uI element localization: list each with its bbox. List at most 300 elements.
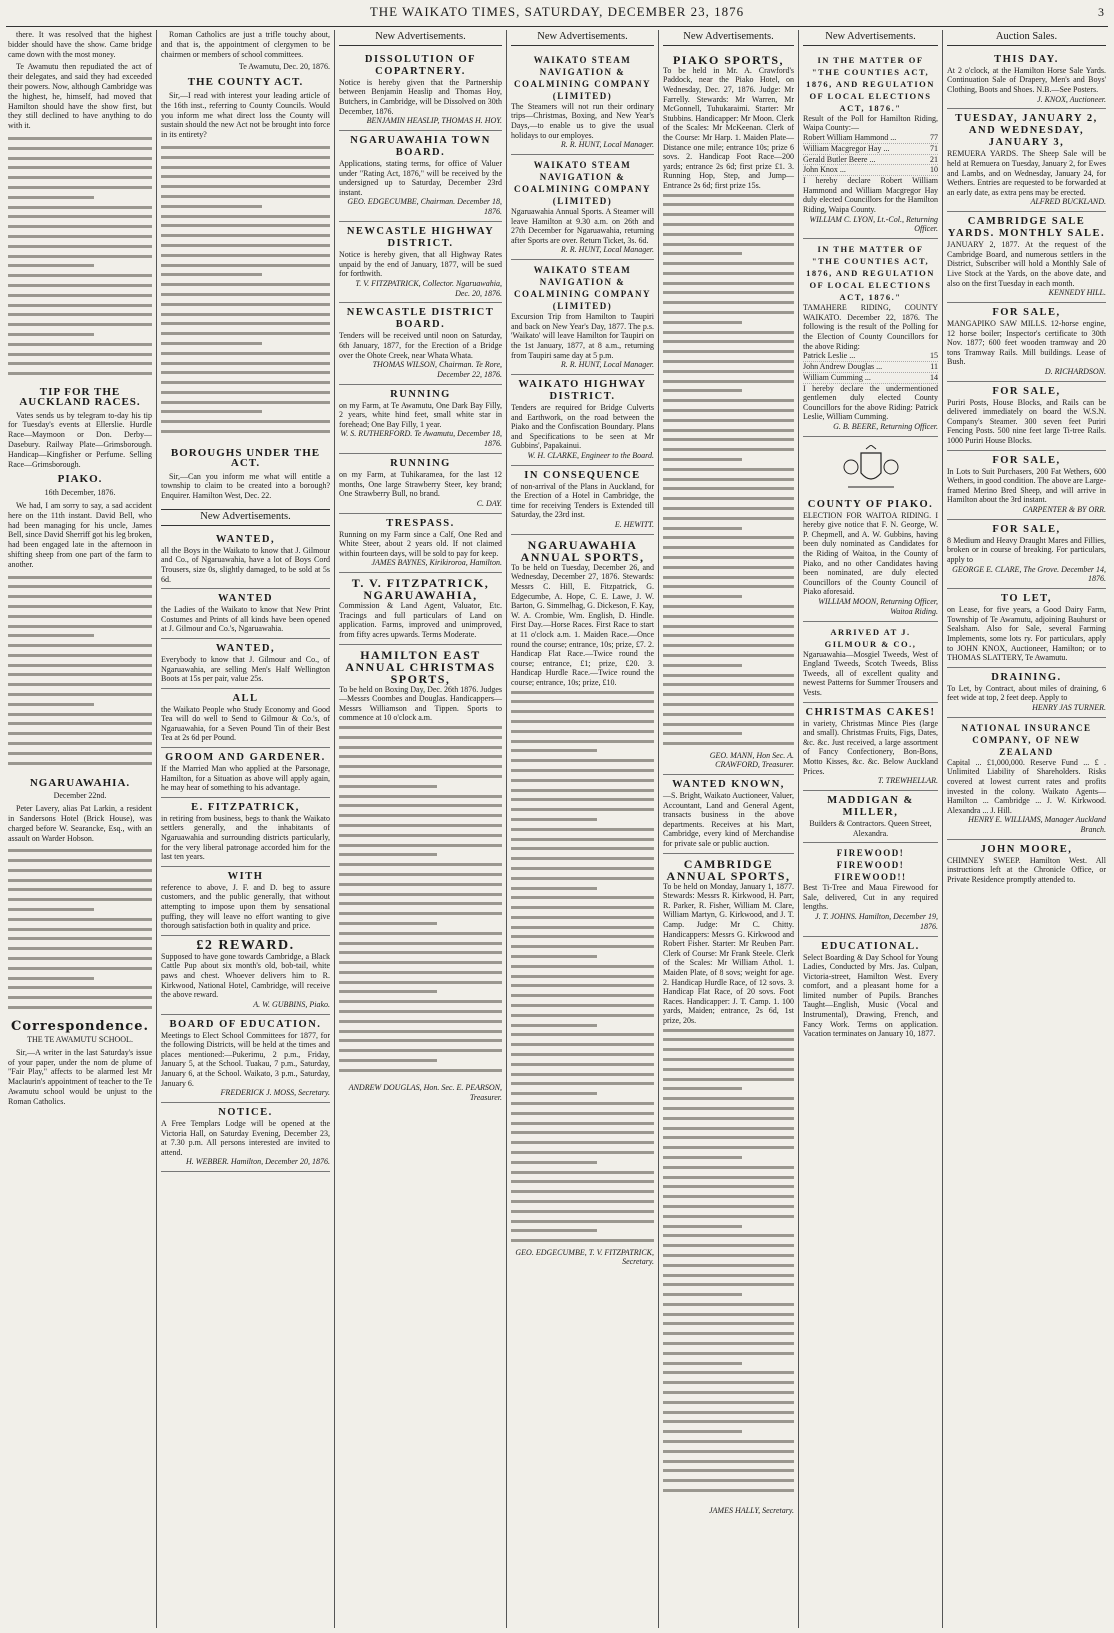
text-line: [663, 680, 794, 690]
text-line: [663, 1045, 794, 1055]
advert-title: WANTED,: [215, 533, 276, 545]
advert-body: 8 Medium and Heavy Draught Mares and Fillies, broken or in course of breaking. For particulars, apply to: [947, 535, 1106, 564]
text-line: [663, 1447, 794, 1457]
text-line: [663, 455, 742, 465]
correspondence-body: Sir,—A writer in the last Saturday's issue of your paper, under the nom de plume of "Fair Play," affects to be alarmed lest Mr Maclaurin's appointment of teacher to the Te Awamutu school would be unjust to the Roman Catholics.: [8, 1047, 152, 1106]
section-heading: BOROUGHS UNDER THE ACT.: [170, 446, 321, 469]
advert-title: TO LET,: [1001, 593, 1052, 605]
advert: [339, 385, 502, 454]
filler-text: [8, 846, 152, 1016]
advert-title: TUESDAY, JANUARY 2, AND WEDNESDAY, JANUARY 3,: [955, 113, 1098, 149]
advert-title: COUNTY OF PIAKO.: [807, 498, 934, 510]
advert-body: the Ladies of the Waikato to know that New Print Costumes and Prints of all kinds have been opened at J. Gilmour and Co.'s, Ngaruawahia.: [161, 605, 330, 634]
advert-signature: WILLIAM C. LYON, Lt.-Col., Returning Officer.: [809, 214, 938, 234]
text-line: [8, 203, 152, 213]
text-line: [511, 756, 654, 766]
text-line: [161, 143, 330, 153]
text-line: [161, 172, 330, 182]
lead-paragraph: there. It was resolved that the highest bidder should have the show. Came bridge came down with the most money.: [8, 30, 152, 59]
text-line: [511, 1021, 597, 1031]
text-line: [663, 1280, 794, 1290]
advert-body: —S. Bright, Waikato Auctioneer, Valuer, Accountant, Land and General Agent, transacts business in the above departments. Receives at his Mart, Cambridge, every kind of Merchandise for private sale or public auction.: [663, 791, 794, 849]
text-line: [511, 1207, 654, 1217]
text-line: [8, 680, 152, 690]
candidate-name: John Andrew Douglas ...: [803, 361, 883, 371]
text-line: [8, 369, 152, 379]
text-line: [663, 416, 794, 426]
text-line: [8, 993, 152, 1003]
text-line: [663, 504, 794, 514]
advert-title: THIS DAY.: [994, 53, 1059, 65]
text-line: [339, 821, 502, 831]
advert-body: Supposed to have gone towards Cambridge, a Black Cattle Pup about six month's old, bob-tail, white paws and chest. Whoever delivers him to R. Kirkwood, National Hotel, Cambridge, will receive the above reward.: [161, 951, 330, 1000]
text-line: [8, 573, 152, 583]
text-line: [663, 1182, 794, 1192]
text-line: [161, 427, 330, 437]
poll-row: [803, 155, 938, 166]
text-line: [511, 697, 654, 707]
advert: [803, 50, 938, 239]
advert: [947, 718, 1106, 840]
text-line: [339, 1007, 502, 1017]
text-line: [511, 1099, 654, 1109]
text-line: [511, 952, 597, 962]
text-line: [511, 795, 654, 805]
text-line: [663, 318, 742, 328]
text-line: [511, 1070, 654, 1080]
section-heading: THE COUNTY ACT.: [187, 76, 304, 89]
advert-body: Notice is hereby given that the Partnership between Benjamin Heaslip and Thomas Hoy, Butchers, in Cambridge, will be Dissolved on 30th December, 1876.: [339, 77, 502, 116]
advert-body: ELECTION FOR WAITOA RIDING. I hereby give notice that F. N. George, W. P. Chepmell, and A. W. Gubbins, having been duly nominated as Candidates for the Riding of Waitoa, in the County of Piako, and no other Candidates having been nominated, are duly elected Councillors of the County Council of Piako aforesaid.: [803, 510, 938, 597]
advert: [947, 520, 1106, 589]
text-line: [161, 192, 330, 202]
text-line: [339, 752, 502, 762]
advert-body: In Lots to Suit Purchasers, 200 Fat Wethers, 600 Wethers, in good condition. The above are Large-framed Merino Bred Sheep, and will arrive in Hamilton about the 3rd instant.: [947, 466, 1106, 505]
text-line: [663, 1310, 794, 1320]
text-line: [511, 864, 654, 874]
text-line: [8, 739, 152, 749]
text-line: [339, 939, 502, 949]
advert: [339, 303, 502, 384]
advert: [161, 639, 330, 689]
text-line: [8, 759, 152, 769]
text-line: [339, 850, 437, 860]
text-line: [339, 723, 502, 733]
tip-body: Vates sends us by telegram to-day his tip for Tuesday's events at Ellerslie. Hurdle Race—Maymoon or Don. Derby—Dasebury. Railway Plate—Grimsborough. Handicap—Kingfisher or Perfume. Selling Race—Grimsborough.: [8, 410, 152, 469]
text-line: [339, 948, 502, 958]
advert: [947, 109, 1106, 212]
text-line: [8, 612, 152, 622]
advert: [161, 589, 330, 639]
text-line: [663, 1026, 794, 1036]
text-line: [339, 1036, 502, 1046]
advert: [161, 748, 330, 798]
advert: [161, 1103, 330, 1172]
poll-row: [803, 373, 938, 384]
advert-signature: G. B. BEERE, Returning Officer.: [833, 421, 938, 431]
text-line: [663, 1300, 794, 1310]
advert: [511, 155, 654, 260]
advert-body: of non-arrival of the Plans in Auckland, for the Erection of a Hotel in Cambridge, the time for receiving Tenders is Extended till Saturday, the 23rd inst.: [511, 481, 654, 520]
text-line: [8, 964, 152, 974]
advert: [947, 668, 1106, 718]
advert: [947, 212, 1106, 303]
advert: [803, 791, 938, 843]
text-line: [161, 261, 330, 271]
dateline: December 22nd.: [53, 791, 107, 801]
filler-text: [511, 688, 654, 1248]
text-line: [339, 978, 502, 988]
advert: [161, 867, 330, 936]
candidate-votes: 21: [930, 154, 938, 164]
text-line: [663, 220, 794, 230]
advert-title: CAMBRIDGE SALE YARDS. MONTHLY SALE.: [947, 216, 1106, 240]
text-line: [663, 710, 794, 720]
text-line: [511, 727, 654, 737]
text-line: [663, 1143, 794, 1153]
text-line: [663, 475, 794, 485]
column-3: [334, 30, 506, 1628]
text-line: [511, 1040, 654, 1050]
text-line: [511, 737, 654, 747]
advert-title: CAMBRIDGE ANNUAL SPORTS,: [666, 856, 791, 883]
text-line: [663, 269, 794, 279]
text-line: [8, 281, 152, 291]
text-line: [511, 1060, 654, 1070]
text-line: [511, 825, 654, 835]
text-line: [8, 670, 152, 680]
advert-body: Best Ti-Tree and Maua Firewood for Sale, delivered, Cut in any required lengths.: [803, 883, 938, 912]
advert-title: WANTED KNOWN,: [672, 779, 785, 791]
advert-title: DRAINING.: [991, 671, 1062, 683]
text-line: [8, 719, 152, 729]
text-line: [511, 913, 654, 923]
advert-title: RUNNING: [390, 458, 451, 470]
text-line: [511, 1177, 654, 1187]
text-line: [663, 1163, 794, 1173]
text-line: [663, 1241, 794, 1251]
text-line: [339, 743, 502, 753]
text-line: [8, 622, 152, 632]
advert-body: in variety, Christmas Mince Pies (large and small). Christmas Fruits, Figs, Dates, &c. &c. Just received, a large assortment of Fancy Confectionery, Bon-Bons, Motto Kisses, &c. &c. Below Auckland Prices.: [803, 718, 938, 776]
text-line: [161, 368, 330, 378]
column-heading: New Advertisements.: [803, 30, 938, 46]
text-line: [339, 899, 502, 909]
column-heading: New Advertisements.: [511, 30, 654, 46]
filler-text: [161, 143, 330, 443]
candidate-votes: 77: [930, 132, 938, 142]
advert: [663, 50, 794, 775]
advert-signature: T. TREWHELLAR.: [877, 776, 938, 786]
text-line: [8, 291, 152, 301]
advert: [339, 222, 502, 303]
text-line: [8, 915, 152, 925]
text-line: [161, 280, 330, 290]
lead-paragraph: Roman Catholics are just a trifle touchy about, and that is, the appointment of clergymen to be chairmen or members of school committees.: [161, 30, 330, 59]
text-line: [161, 329, 330, 339]
text-line: [663, 1094, 794, 1104]
text-line: [663, 1476, 794, 1486]
advert-title: WAIKATO HIGHWAY DISTRICT.: [518, 378, 647, 402]
advert-body: reference to above, J. F. and D. beg to assure customers, and the public generally, that without attempting to impose upon them by sensational puffing, they will leave no effort wanting to give thorough satisfaction both in quality and price.: [161, 882, 330, 931]
poll-results: [803, 133, 938, 176]
text-line: [663, 1124, 794, 1134]
advert-title: FOR SALE,: [992, 454, 1061, 466]
advert-body: To be held on Monday, January 1, 1877. Stewards: Messrs R. Kirkwood, H. Parr, R. Parker, R. Fisher, William M. Clare, William Martyn, G. Kirkwood, and J. T. Camp. Judge: Mr C. Chitty. Handicappers: Messrs G. Kirkwood and Robert Fisher. Starter: Mr Reuben Parr. Clerk of Course: Mr Frank Steele. Clerk of the Scales: Mr William Athol. 1. Maiden Plate, of 8 sovs; weight for age. 2. Handicap Hurdle Race, of 12 sovs. 3. Handicap Flat Race, of 20 sovs. Foot Races. Handicapper: J. T. Camp. 1. 100 yards, Maiden; entrance, 2s 6d, 1st prize, 20s.: [663, 881, 794, 1025]
signature: Te Awamutu, Dec. 20, 1876.: [238, 62, 330, 72]
text-line: [663, 1427, 742, 1437]
text-line: [511, 1236, 654, 1246]
text-line: [161, 212, 330, 222]
candidate-name: Robert William Hammond ...: [803, 132, 897, 142]
text-line: [663, 1251, 794, 1261]
advert-title: FOR SALE,: [992, 385, 1061, 397]
advert: [161, 936, 330, 1015]
text-line: [663, 1271, 794, 1281]
advert-body: Select Boarding & Day School for Young Ladies, Conducted by Mrs. Jas. Culpan, Victoria-street, Hamilton West. Every comfort, and a pleasant home for a limited number of Pupils. Branches Taught—English, Music (Vocal and Instrumental), Drawing, French, and Fancy Work. Terms on application. Vacation terminates on January 10, 1877.: [803, 952, 938, 1039]
page-number: 3: [1098, 5, 1104, 19]
advert-signature: WILLIAM MOON, Returning Officer, Waitoa Riding.: [818, 597, 938, 616]
text-line: [663, 298, 794, 308]
dateline: 16th December, 1876.: [44, 488, 116, 498]
text-line: [663, 690, 794, 700]
text-line: [663, 720, 794, 730]
advert-body: A Free Templars Lodge will be opened at the Victoria Hall, on Saturday Evening, December 23, at 7.30 p.m. All persons interested are invited to attend.: [161, 1118, 330, 1157]
boroughs-letter: Sir,—Can you inform me what will entitle a township to claim to be created into a borough? Enquirer. Hamilton West, Dec. 22.: [161, 471, 330, 501]
candidate-votes: 15: [930, 351, 938, 361]
advert: [663, 775, 794, 854]
text-line: [511, 1138, 654, 1148]
text-line: [663, 465, 794, 475]
text-line: [663, 1466, 794, 1476]
text-line: [511, 1050, 654, 1060]
text-line: [663, 582, 794, 592]
text-line: [8, 846, 152, 856]
advert-body: Meetings to Elect School Committees for 1877, for the following Districts, will be held at the times and places mentioned:—Pukerimu, 2 p.m., Friday, January 5, at the School. Tuakau, 7 p.m., Saturday, January 6, at the School. Waikato, 3 p.m., Saturday, January 6.: [161, 1030, 330, 1088]
advert: [511, 50, 654, 155]
text-line: [339, 733, 502, 743]
text-line: [339, 987, 437, 997]
poll-results: [803, 351, 938, 383]
text-line: [339, 1056, 437, 1066]
text-line: [663, 386, 742, 396]
advert-body: REMUERA YARDS. The Sheep Sale will be held at Remuera on Tuesday, January 2, for Ewes and Lambs, and on Wednesday, January 24, for Wethers. Entries are requested to be forwarded at an early date, as extra pens may be erected.: [947, 149, 1106, 197]
text-line: [663, 612, 794, 622]
text-line: [663, 1437, 794, 1447]
advert: [947, 589, 1106, 668]
text-line: [8, 242, 152, 252]
lead-paragraph: Te Awamutu then repudiated the act of their delegates, and said they had exceeded their powers. Now, although Cambridge was the highest, he, himself, had moved that Hamilton should have the show first, but they still declined to have anything to do with it.: [8, 62, 152, 131]
text-line: [8, 173, 152, 183]
text-line: [663, 1173, 794, 1183]
text-line: [161, 231, 330, 241]
text-line: [663, 210, 794, 220]
advert-body: JANUARY 2, 1877. At the request of the Cambridge Board, and numerous settlers in the District, Subscriber will hold a Monthly Sale of Live Stock at the Yards, on the above date, and also on the first Tuesday in each month.: [947, 240, 1106, 288]
text-line: [161, 290, 330, 300]
advert-title: NGARUAWAHIA TOWN BOARD.: [350, 134, 491, 158]
text-line: [339, 860, 502, 870]
text-line: [663, 671, 794, 681]
text-line: [663, 700, 794, 710]
advert: [161, 689, 330, 748]
text-line: [663, 435, 794, 445]
advert-title: IN THE MATTER OF "THE COUNTIES ACT, 1876, AND REGULATION OF LOCAL ELECTIONS ACT, 1876.": [806, 54, 935, 113]
text-line: [663, 1349, 794, 1359]
advert-body: To be held in Mr. A. Crawford's Paddock, near the Piako Hotel, on Wednesday, Dec. 27, 1876. Judge: Mr Farrelly. Stewards: Mr Warren, Mr McGonnell, Tuhukaraimi. Starter: Mr Stubbins. Handicapper: Mr Moon. Clerk of the Scales: Mr McKeenan. Clerk of the Course: Mr Harp. 1. Maiden Plate—Distance one mile; entrance 10s; prize 6 sovs. 2. Handicap Foot Race—200 yards; entrance 2s 6d; first prize £1. 3. Running Hop, Step, and Jump—Entrance 2s 6d; first prize 15s.: [663, 65, 794, 190]
text-line: [663, 367, 794, 377]
advert-title: IN CONSEQUENCE: [524, 469, 641, 481]
poll-row: [803, 362, 938, 373]
column-heading: New Advertisements.: [663, 30, 794, 46]
text-line: [161, 310, 330, 320]
text-line: [663, 347, 794, 357]
advert-signature: THOMAS WILSON, Chairman. Te Rore, December 22, 1876.: [372, 360, 502, 379]
column-heading: New Advertisements.: [339, 30, 502, 46]
advert-title: WAIKATO STEAM NAVIGATION & COALMINING COMPANY (LIMITED): [513, 265, 652, 312]
advert-title: ALL: [232, 692, 259, 704]
text-line: [8, 974, 94, 984]
advert-signature: J. T. JOHNS. Hamilton, December 19, 1876.: [815, 911, 938, 931]
advert-title: RUNNING: [390, 388, 451, 400]
text-line: [8, 350, 152, 360]
text-line: [663, 1398, 794, 1408]
text-line: [339, 968, 502, 978]
advert: [161, 1015, 330, 1103]
text-line: [511, 1197, 654, 1207]
text-line: [161, 359, 330, 369]
text-line: [161, 182, 330, 192]
text-line: [663, 514, 794, 524]
advert-body: Running on my Farm since a Calf, One Red and White Steer, about 2 years old. If not claimed within fourteen days, will be sold to pay for keep.: [339, 529, 502, 558]
advert-title: WITH: [227, 870, 264, 882]
text-line: [161, 251, 330, 261]
advert: [803, 622, 938, 703]
text-line: [663, 1075, 794, 1085]
text-line: [8, 261, 94, 271]
text-line: [511, 1109, 654, 1119]
text-line: [511, 1187, 654, 1197]
advert: [663, 854, 794, 1520]
top-rule: [6, 26, 1108, 27]
advert-title: ARRIVED AT J. GILMOUR & CO.,: [824, 626, 917, 649]
advert: [947, 451, 1106, 520]
text-line: [663, 1319, 794, 1329]
section-heading: NGARUAWAHIA.: [29, 776, 131, 789]
text-line: [8, 934, 152, 944]
advert-title: T. V. FITZPATRICK, NGARUAWAHIA,: [351, 576, 490, 603]
advert-title: JOHN MOORE,: [980, 843, 1073, 855]
masthead-title: THE WAIKATO TIMES, SATURDAY, DECEMBER 23, 1876: [369, 4, 745, 19]
candidate-name: John Knox ...: [803, 165, 846, 175]
advert: [947, 303, 1106, 382]
text-line: [161, 388, 330, 398]
text-line: [663, 337, 794, 347]
advert-signature: C. DAY.: [476, 498, 502, 508]
advert-body: the Waikato People who Study Economy and Good Tea will do well to Send to Gilmour & Co.'s, of Ngaruawahia, for a Seven Pound Tin of their Best Tea at 2s 6d per Pound.: [161, 704, 330, 743]
advert-body: Result of the Poll for Hamilton Riding, Waipa County:—: [803, 113, 938, 133]
text-line: [511, 786, 654, 796]
advert-body: Builders & Contractors. Queen Street, Alexandra.: [809, 818, 932, 838]
advert-title: FOR SALE,: [992, 523, 1061, 535]
text-line: [8, 895, 152, 905]
poll-note: I hereby declare the undermentioned gentlemen duly elected County Councillors for the above Riding: Patrick Leslie, William Cumming.: [803, 383, 938, 422]
text-line: [339, 958, 502, 968]
advert-body: TAMAHERE RIDING, COUNTY WAIKATO. December 22, 1876. The following is the result of the Polling for the Election of County Councillors for the above Riding:: [803, 303, 938, 351]
advert-body: Ngaruawahia Annual Sports. A Steamer will leave Hamilton at 9.30 a.m. on 26th and 27th December for Ngaruawahia, returning after Sports are over. Return Ticket, 3s. 6d.: [511, 206, 654, 245]
advert: [161, 530, 330, 589]
text-line: [663, 631, 794, 641]
advert-signature: J. KNOX, Auctioneer.: [1037, 94, 1106, 104]
text-line: [339, 1027, 502, 1037]
advert-signature: R. R. HUNT, Local Manager.: [560, 140, 654, 150]
text-line: [511, 1011, 654, 1021]
text-line: [663, 1231, 794, 1241]
column-7: [942, 30, 1110, 1628]
advert-title: DISSOLUTION OF COPARTNERY.: [364, 53, 477, 77]
advert-title: WAIKATO STEAM NAVIGATION & COALMINING COMPANY (LIMITED): [513, 159, 652, 206]
text-line: [663, 396, 794, 406]
advert-title: MADDIGAN & MILLER,: [827, 794, 914, 818]
text-line: [161, 319, 330, 329]
text-line: [663, 651, 794, 661]
text-line: [663, 1368, 794, 1378]
text-line: [663, 1329, 794, 1339]
text-line: [663, 592, 742, 602]
text-line: [511, 805, 654, 815]
text-line: [663, 661, 742, 671]
advert-body: To Let, by Contract, about miles of draining, 6 feet wide at top, 2 feet deep. Apply to: [947, 683, 1106, 703]
advert-signature: CARPENTER & BY ORR.: [1022, 505, 1106, 515]
advert-body: on my Farm, at Tuhikaramea, for the last 12 months, One large Strawberry Steer, key brand; One Strawberry Bull, no brand.: [339, 470, 502, 499]
advert-signature: BENJAMIN HEASLIP, THOMAS H. HOY.: [366, 116, 502, 126]
text-line: [663, 1202, 794, 1212]
advert-body: MANGAPIKO SAW MILLS. 12-horse engine, 12 horse boiler; Inspector's certificate to 30th Nov. 1877; 600 feet wooden tramway and 20 tons Tramway Rails. Mill buildings. Lease of Bush.: [947, 318, 1106, 367]
advert-body: At 2 o'clock, at the Hamilton Horse Sale Yards. Continuation Sale of Drapery, Men's and Boys' Clothing, Boots and Shoes. N.B.—See Posters.: [947, 65, 1106, 94]
text-line: [8, 310, 152, 320]
text-line: [8, 944, 152, 954]
new-adverts-heading: New Advertisements.: [161, 509, 330, 526]
text-line: [161, 339, 262, 349]
advert-title: WAIKATO STEAM NAVIGATION & COALMINING COMPANY (LIMITED): [513, 54, 652, 101]
text-line: [511, 1079, 654, 1089]
advert-body: Ngaruawahia—Mosgiel Tweeds, West of England Tweeds, Scotch Tweeds, Bliss Tweeds, all of excellent quality and newest Patterns for Summer Trousers and Vests.: [803, 649, 938, 697]
advert: [947, 840, 1106, 889]
text-line: [663, 739, 794, 749]
text-line: [339, 831, 502, 841]
text-line: [663, 230, 794, 240]
column-5: [658, 30, 798, 1628]
text-line: [663, 1153, 742, 1163]
text-line: [161, 202, 262, 212]
text-line: [663, 1378, 794, 1388]
advert-body: Tenders are required for Bridge Culverts and Earthwork, on the road between the Piako and the Confiscation Boundary. Plans and Specifications to be seen at Mr Gubbins', Papakainui.: [511, 402, 654, 451]
advert: [339, 514, 502, 574]
advert-body: Notice is hereby given, that all Highway Rates unpaid by the end of January, 1877, will be sued for forthwith.: [339, 249, 502, 279]
text-line: [511, 893, 654, 903]
advert-signature: KENNEDY HILL.: [1048, 288, 1106, 298]
advert-title: NATIONAL INSURANCE COMPANY, OF NEW ZEALAND: [961, 722, 1092, 757]
advert-title: CHRISTMAS CAKES!: [805, 706, 936, 718]
advert-title: FOR SALE,: [992, 306, 1061, 318]
advert: [511, 375, 654, 466]
text-line: [511, 942, 654, 952]
text-line: [511, 766, 654, 776]
text-line: [8, 690, 152, 700]
text-line: [339, 1017, 502, 1027]
advert-signature: W. H. CLARKE, Engineer to the Board.: [527, 450, 654, 460]
advert-title: TRESPASS.: [386, 517, 455, 529]
advert-title: WANTED: [217, 593, 274, 605]
